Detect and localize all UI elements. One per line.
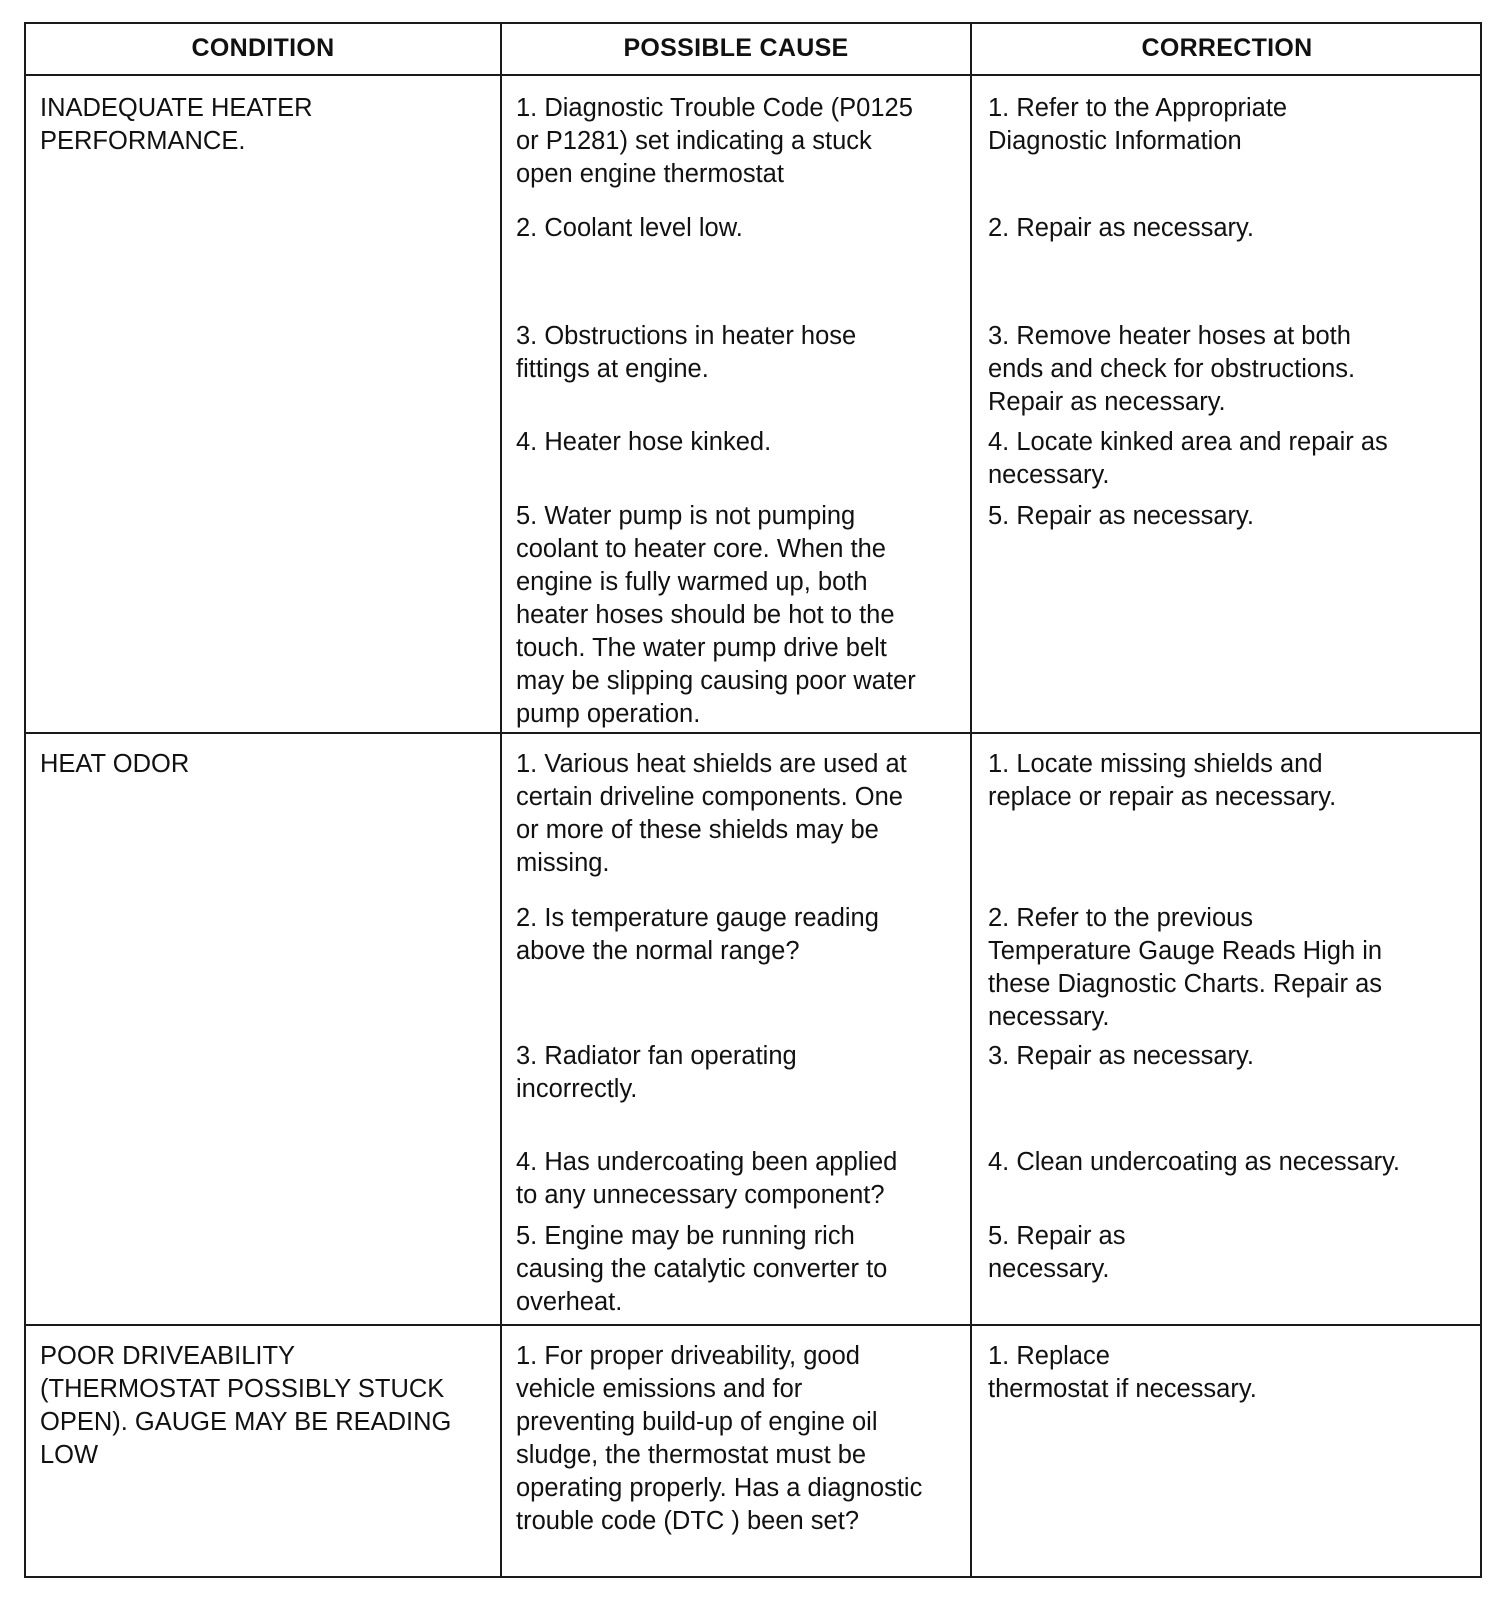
correction-cell: 2. Refer to the previous Temperature Gauge Reads High in these Diagnostic Charts. Repair as necessary.: [988, 904, 1383, 1031]
condition-inadequate-heater: INADEQUATE HEATER PERFORMANCE.: [40, 94, 313, 155]
correction-cell: 1. Replace thermostat if necessary.: [988, 1342, 1257, 1403]
correction-cell: 1. Locate missing shields and replace or repair as necessary.: [988, 750, 1337, 811]
cause-cell: 2. Is temperature gauge reading above the normal range?: [516, 904, 879, 965]
condition-poor-driveability: POOR DRIVEABILITY (THERMOSTAT POSSIBLY STUCK OPEN). GAUGE MAY BE READING LOW: [40, 1342, 452, 1469]
cause-cell: 3. Radiator fan operating incorrectly.: [516, 1042, 797, 1103]
correction-cell: 2. Repair as necessary.: [988, 214, 1254, 242]
correction-cell: 4. Clean undercoating as necessary.: [988, 1148, 1401, 1176]
column-divider-2: [970, 24, 972, 1576]
row-divider-1: [26, 732, 1480, 734]
cause-cell: 2. Coolant level low.: [516, 214, 743, 242]
row-divider-2: [26, 1324, 1480, 1326]
cause-cell: 3. Obstructions in heater hose fittings at engine.: [516, 322, 857, 383]
diagnostic-table: [24, 22, 1482, 1578]
header-condition: CONDITION: [191, 34, 335, 62]
correction-cell: 3. Repair as necessary.: [988, 1042, 1254, 1070]
cause-cell: 4. Has undercoating been applied to any unnecessary component?: [516, 1148, 898, 1209]
correction-cell: 5. Repair as necessary.: [988, 502, 1254, 530]
cause-cell: 5. Water pump is not pumping coolant to heater core. When the engine is fully warmed up, both heater hoses should be hot to the touch. The water pump drive belt may be slipping causing poor water pump operation.: [516, 502, 916, 728]
cause-cell: 1. Various heat shields are used at certain driveline components. One or more of these shields may be missing.: [516, 750, 907, 877]
correction-cell: 5. Repair as necessary.: [988, 1222, 1126, 1283]
column-divider-1: [500, 24, 502, 1576]
condition-heat-odor: HEAT ODOR: [40, 750, 190, 778]
correction-cell: 4. Locate kinked area and repair as necessary.: [988, 428, 1388, 489]
correction-cell: 3. Remove heater hoses at both ends and check for obstructions. Repair as necessary.: [988, 322, 1356, 416]
header-possible-cause: POSSIBLE CAUSE: [623, 34, 849, 62]
header-divider: [26, 74, 1480, 76]
cause-cell: 1. Diagnostic Trouble Code (P0125 or P1281) set indicating a stuck open engine thermostat: [516, 94, 913, 188]
cause-cell: 4. Heater hose kinked.: [516, 428, 772, 456]
cause-cell: 1. For proper driveability, good vehicle emissions and for preventing build-up of engine oil sludge, the thermostat must be operating properly. Has a diagnostic trouble code (DTC ) been set?: [516, 1342, 923, 1535]
header-correction: CORRECTION: [1141, 34, 1313, 62]
cause-cell: 5. Engine may be running rich causing the catalytic converter to overheat.: [516, 1222, 888, 1316]
correction-cell: 1. Refer to the Appropriate Diagnostic Information: [988, 94, 1288, 155]
